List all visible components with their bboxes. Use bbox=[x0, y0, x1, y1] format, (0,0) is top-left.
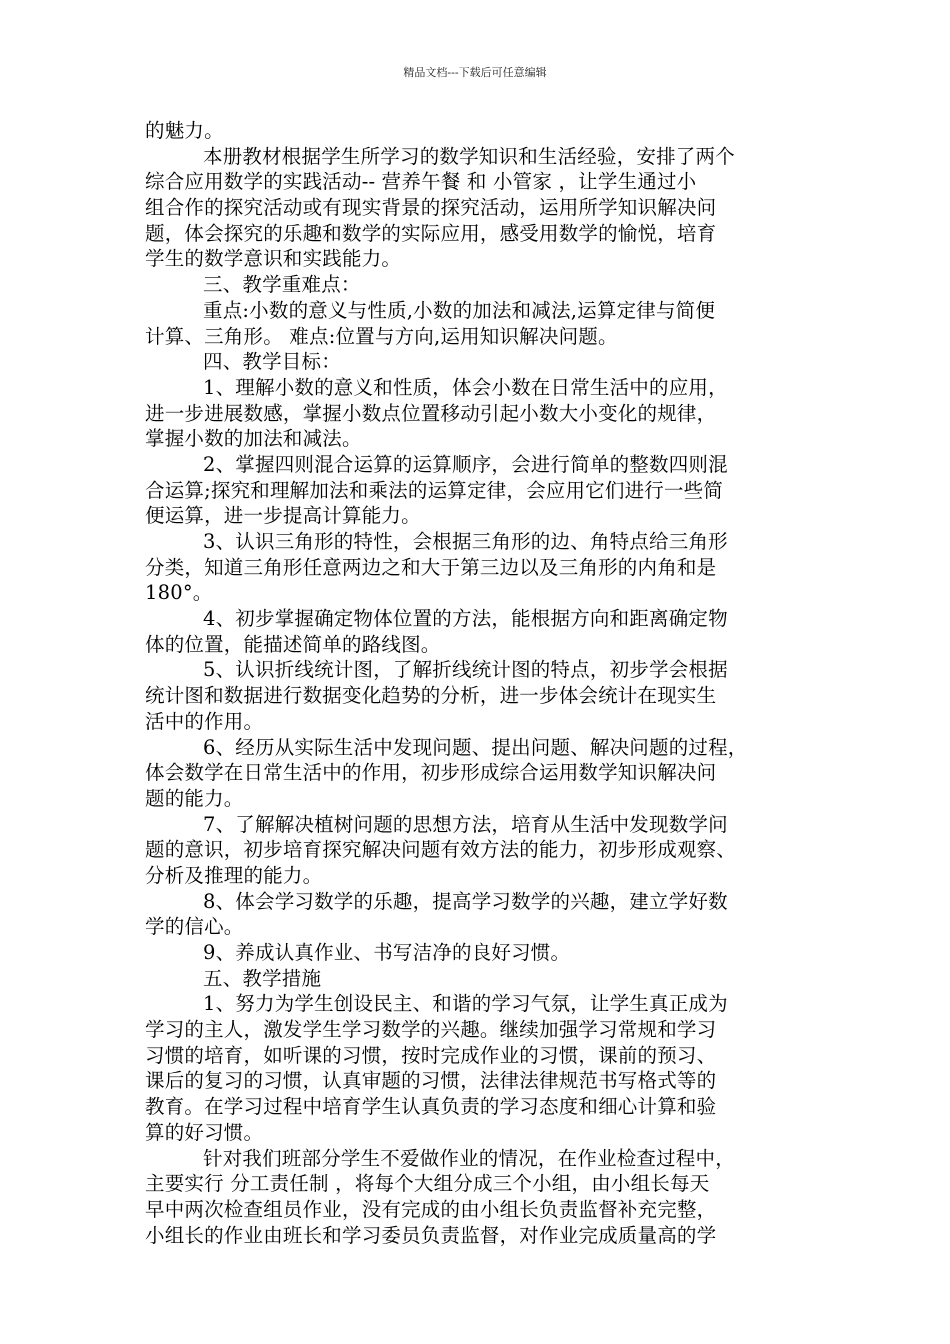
text-line: 的魅力。 bbox=[145, 119, 224, 142]
text-line: 便运算，进一步提高计算能力。 bbox=[145, 504, 421, 528]
page-header: 精品文档---下载后可任意编辑 bbox=[403, 66, 547, 79]
text-line: 四、教学目标： bbox=[203, 350, 341, 374]
text-line: 组合作的探究活动或有现实背景的探究活动，运用所学知识解决问 bbox=[145, 196, 717, 220]
text-line: 主要实行 分工责任制 ，将每个大组分成三个小组，由小组长每天 bbox=[145, 1172, 710, 1196]
text-line: 进一步进展数感，掌握小数点位置移动引起小数大小变化的规律， bbox=[145, 401, 717, 425]
text-line: 4、初步掌握确定物体位置的方法，能根据方向和距离确定物 bbox=[203, 607, 728, 631]
text-line: 分析及推理的能力。 bbox=[145, 863, 323, 887]
text-line: 题，体会探究的乐趣和数学的实际应用，感受用数学的愉悦，培育 bbox=[145, 221, 717, 245]
text-line: 活中的作用。 bbox=[145, 709, 264, 733]
text-line: 习惯的培育，如听课的习惯，按时完成作业的习惯，课前的预习、 bbox=[145, 1043, 717, 1067]
text-line: 五、教学措施 bbox=[203, 966, 322, 990]
text-line: 合运算;探究和理解加法和乘法的运算定律，会应用它们进行一些简 bbox=[145, 478, 724, 502]
text-line: 课后的复习的习惯，认真审题的习惯，法律法律规范书写格式等的 bbox=[145, 1069, 717, 1093]
text-line: 9、养成认真作业、书写洁净的良好习惯。 bbox=[203, 941, 571, 964]
text-line: 题的意识，初步培育探究解决问题有效方法的能力，初步形成观察、 bbox=[145, 838, 737, 862]
text-line: 学生的数学意识和实践能力。 bbox=[145, 247, 402, 271]
text-line: 180°。 bbox=[145, 581, 213, 605]
text-line: 掌握小数的加法和减法。 bbox=[145, 427, 362, 451]
text-line: 5、认识折线统计图，了解折线统计图的特点，初步学会根据 bbox=[203, 658, 728, 682]
text-line: 体会数学在日常生活中的作用，初步形成综合运用数学知识解决问 bbox=[145, 761, 717, 785]
text-line: 三、教学重难点： bbox=[203, 273, 361, 297]
text-line: 6、经历从实际生活中发现问题、提出问题、解决问题的过程， bbox=[203, 735, 748, 759]
text-line: 重点:小数的意义与性质,小数的加法和减法,运算定律与简便 bbox=[203, 298, 716, 322]
text-line: 本册教材根据学生所学习的数学知识和生活经验，安排了两个 bbox=[203, 144, 735, 168]
text-line: 8、体会学习数学的乐趣，提高学习数学的兴趣，建立学好数 bbox=[203, 889, 728, 913]
text-line: 教育。在学习过程中培育学生认真负责的学习态度和细心计算和验 bbox=[145, 1095, 717, 1119]
document-body bbox=[145, 118, 845, 1248]
text-line: 1、理解小数的意义和性质，体会小数在日常生活中的应用， bbox=[203, 375, 728, 399]
text-line: 题的能力。 bbox=[145, 786, 244, 810]
text-line: 1、努力为学生创设民主、和谐的学习气氛，让学生真正成为 bbox=[203, 992, 728, 1016]
text-line: 3、认识三角形的特性，会根据三角形的边、角特点给三角形 bbox=[203, 530, 728, 553]
text-line: 学的信心。 bbox=[145, 915, 244, 939]
text-line: 体的位置，能描述简单的路线图。 bbox=[145, 632, 441, 656]
text-line: 针对我们班部分学生不爱做作业的情况，在作业检查过程中， bbox=[203, 1146, 735, 1170]
text-line: 早中两次检查组员作业，没有完成的由小组长负责监督补充完整， bbox=[145, 1197, 717, 1221]
text-line: 综合应用数学的实践活动-- 营养午餐 和 小管家 ，让学生通过小 bbox=[145, 170, 697, 194]
text-line: 7、了解解决植树问题的思想方法，培育从生活中发现数学问 bbox=[203, 812, 728, 836]
text-line: 统计图和数据进行数据变化趋势的分析，进一步体会统计在现实生 bbox=[145, 684, 717, 708]
text-line: 算的好习惯。 bbox=[145, 1120, 264, 1144]
text-line: 计算、三角形。 难点:位置与方向,运用知识解决问题。 bbox=[145, 324, 618, 348]
text-line: 学习的主人，激发学生学习数学的兴趣。继续加强学习常规和学习 bbox=[145, 1018, 717, 1042]
text-line: 小组长的作业由班长和学习委员负责监督，对作业完成质量高的学 bbox=[145, 1223, 717, 1247]
text-line: 2、掌握四则混合运算的运算顺序，会进行简单的整数四则混 bbox=[203, 452, 728, 476]
text-line: 分类，知道三角形任意两边之和大于第三边以及三角形的内角和是 bbox=[145, 555, 717, 579]
